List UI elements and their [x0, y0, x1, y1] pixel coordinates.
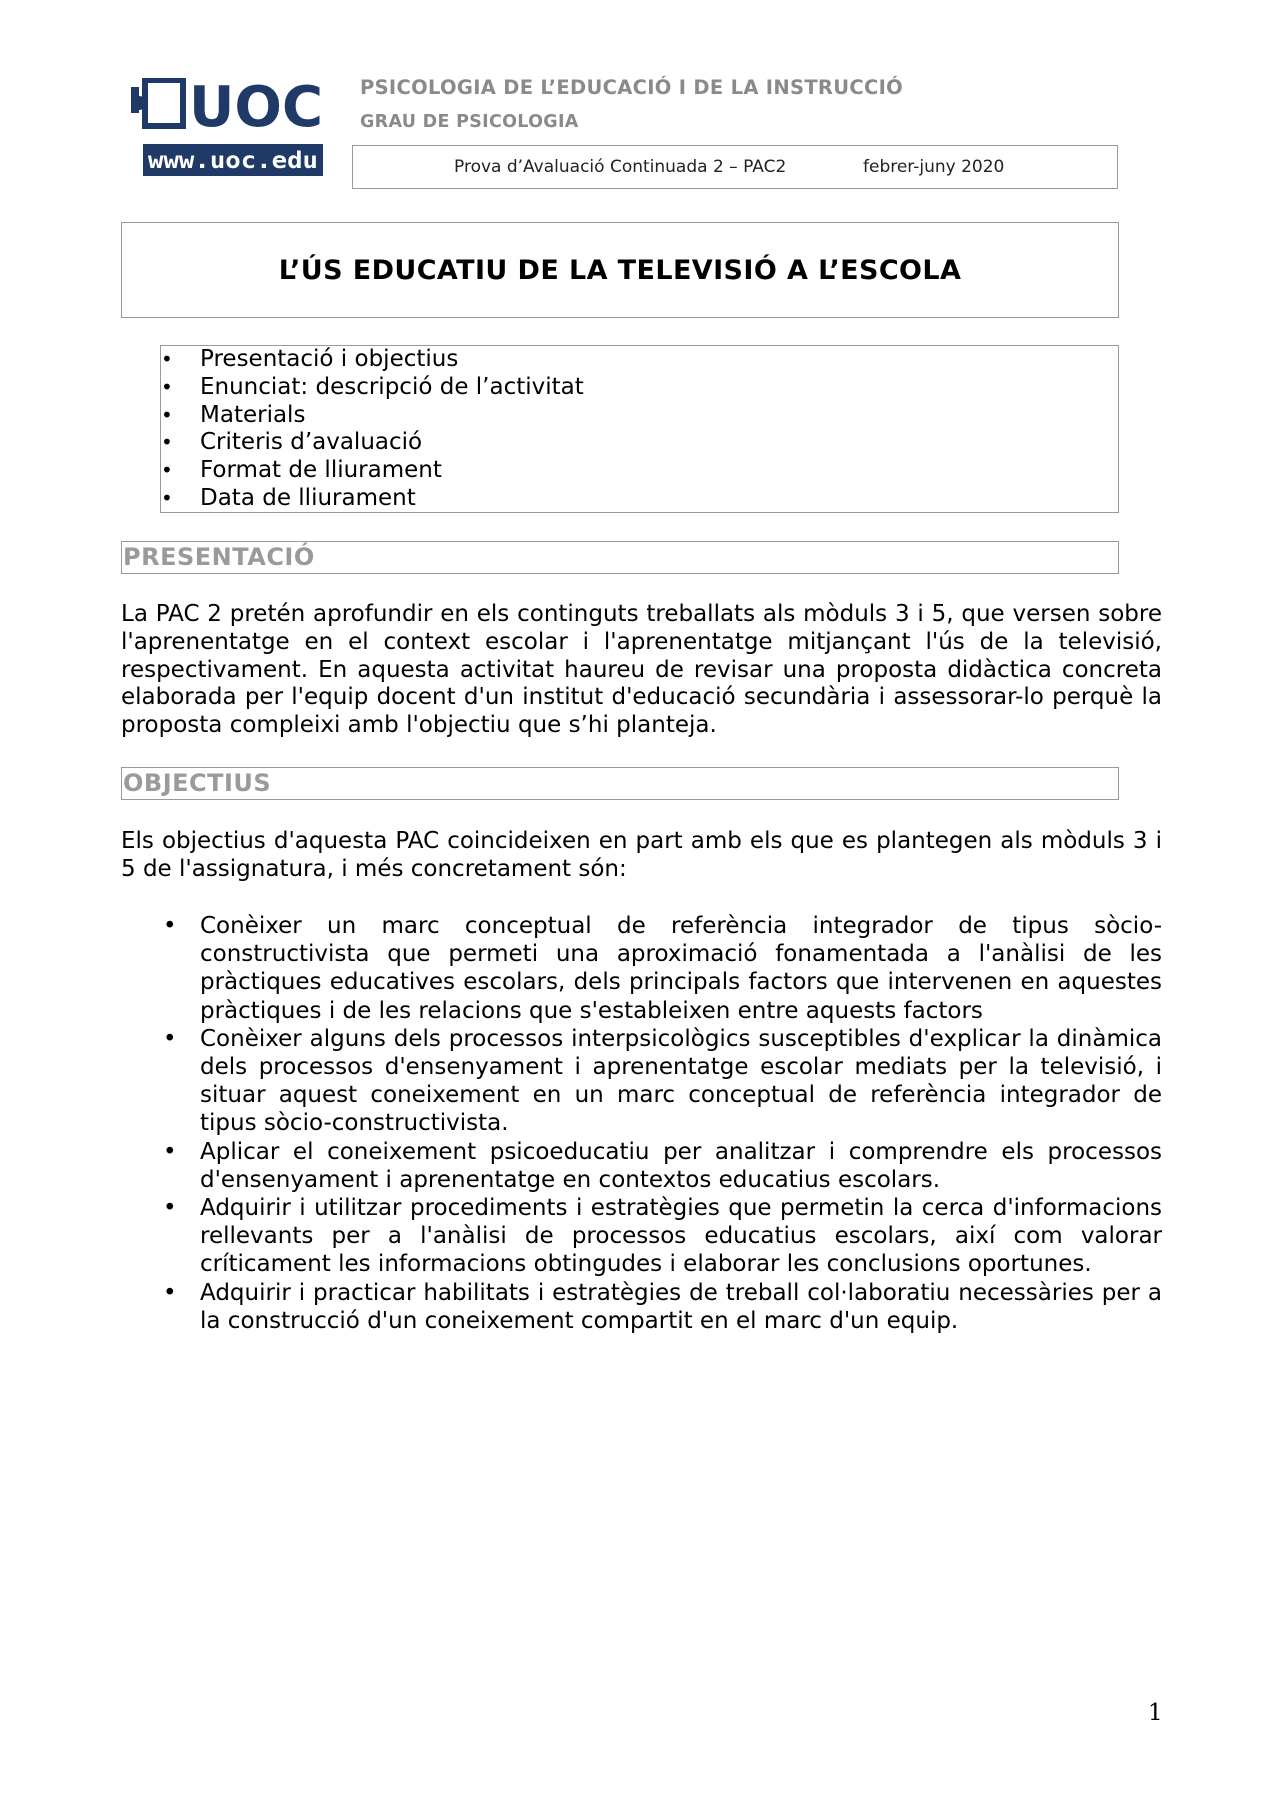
assessment-name: Prova d’Avaluació Continuada 2 – PAC2: [454, 157, 787, 177]
list-item: • Adquirir i practicar habilitats i estratègies de treball col·laboratiu necessàries per a la construcció d'un coneixement compartit en el marc d'un equip.: [163, 1279, 1162, 1334]
presentacio-paragraph: La PAC 2 pretén aprofundir en els continguts treballats als mòduls 3 i 5, que versen sobre l'aprenentatge en el context escolar i l'aprenentatge mitjançant l'ús de la televisió, respectivament. En aquesta activitat haureu de revisar una proposta didàctica concreta elaborada per l'equip docent d'un institut d'educació secundària i assessorar-lo perquè la proposta compleixi amb l'objectiu que s’hi planteja.: [121, 601, 1162, 739]
list-item: • Conèixer un marc conceptual de referència integrador de tipus sòcio-constructivista que permeti una aproximació fonamentada a l'anàlisi de les pràctiques educatives escolars, dels principals factors que intervenen en aquestes pràctiques i de les relacions que s'estableixen entre aquests factors: [163, 913, 1162, 1024]
section-heading-presentacio: PRESENTACIÓ: [121, 541, 1119, 574]
bullet-icon: •: [163, 913, 177, 939]
assessment-period: febrer-juny 2020: [863, 157, 1005, 177]
bullet-icon: •: [161, 458, 173, 483]
contents-list: [161, 346, 584, 513]
list-item: • Adquirir i utilitzar procediments i estratègies que permetin la cerca d'informacions rellevants per a l'anàlisi de processos educatius escolars, així com valorar críticament les informacions obtingudes i elaborar les conclusions oportunes.: [163, 1195, 1162, 1278]
document-title-box: [121, 222, 1119, 318]
contents-item: • Criteris d’avaluació: [161, 429, 423, 456]
objectives-list: [121, 912, 1162, 1335]
bullet-icon: •: [161, 374, 173, 399]
bullet-icon: •: [163, 1025, 177, 1052]
list-item: • Aplicar el coneixement psicoeducatiu per analitzar i comprendre els processos d'ensenyament i aprenentatge en contextos educatius escolars.: [163, 1138, 1162, 1193]
document-title: L’ÚS EDUCATIU DE LA TELEVISIÓ A L’ESCOLA: [278, 254, 962, 286]
bullet-icon: •: [161, 485, 173, 510]
contents-item: • Presentació i objectius: [161, 346, 459, 372]
uoc-logo: [131, 78, 325, 178]
contents-item: • Data de lliurament: [161, 484, 416, 511]
bullet-icon: •: [161, 347, 173, 371]
page-number: 1: [1148, 1700, 1163, 1726]
bullet-icon: •: [161, 402, 173, 427]
contents-item: • Format de lliurament: [161, 457, 442, 484]
bullet-icon: •: [163, 1138, 177, 1165]
svg-text:UOC: UOC: [189, 78, 323, 140]
contents-item: • Enunciat: descripció de l’activitat: [161, 373, 584, 400]
list-item: • Conèixer alguns dels processos interpsicològics susceptibles d'explicar la dinàmica dels processos d'ensenyament i aprenentatge escolar mediats per la televisió, i situar aquest coneixement en un marc conceptual de referència integrador de tipus sòcio-constructivista.: [163, 1025, 1162, 1137]
contents-box: [160, 345, 1119, 513]
objectius-intro: Els objectius d'aquesta PAC coincideixen en part amb els que es plantegen als mòduls 3 i 5 de l'assignatura, i més concretament són:: [121, 828, 1162, 882]
assessment-info-box: [352, 145, 1118, 189]
section-heading-objectius: OBJECTIUS: [121, 767, 1119, 800]
bullet-icon: •: [163, 1195, 177, 1222]
contents-item: • Materials: [161, 401, 306, 428]
bullet-icon: •: [161, 430, 173, 455]
degree-title: GRAU DE PSICOLOGIA: [360, 112, 579, 132]
course-title: PSICOLOGIA DE L’EDUCACIÓ I DE LA INSTRUCCIÓ: [360, 76, 904, 99]
svg-text:www.uoc.edu: www.uoc.edu: [148, 148, 318, 174]
bullet-icon: •: [163, 1279, 177, 1306]
